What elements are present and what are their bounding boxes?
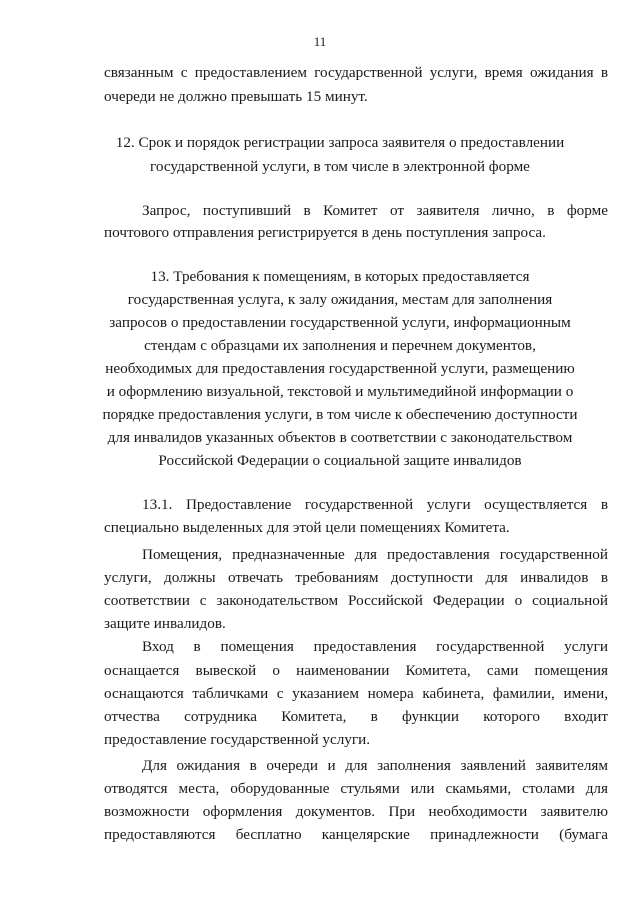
text-line: 13.1. Предоставление государственной услуги осуществляется в — [142, 496, 608, 513]
text-line: почтового отправления регистрируется в день поступления запроса. — [104, 224, 546, 241]
text-line: отводятся места, оборудованные стульями или скамьями, столами для — [104, 780, 608, 797]
section-heading: и оформлению визуальной, текстовой и мультимедийной информации о — [106, 383, 574, 400]
text-line: Вход в помещения предоставления государственной услуги — [142, 638, 608, 655]
text-line: отчества сотрудника Комитета, в функции которого входит — [104, 708, 608, 725]
text-line: предоставляются бесплатно канцелярские принадлежности (бумага — [104, 826, 608, 843]
section-heading: необходимых для предоставления государственной услуги, размещению — [105, 360, 575, 377]
text-line: предоставление государственной услуги. — [104, 731, 371, 748]
section-heading: государственной услуги, в том числе в электронной форме — [150, 158, 530, 175]
text-line: Запрос, поступивший в Комитет от заявителя лично, в форме — [142, 202, 608, 219]
text-line: услуги, должны отвечать требованиям доступности для инвалидов в — [104, 569, 608, 586]
text-line: Помещения, предназначенные для предоставления государственной — [142, 546, 608, 563]
text-line: возможности оформления документов. При необходимости заявителю — [104, 803, 608, 820]
section-heading: 13. Требования к помещениям, в которых предоставляется — [150, 268, 530, 285]
section-heading: стендам с образцами их заполнения и перечнем документов, — [144, 337, 536, 354]
section-heading: государственная услуга, к залу ожидания, местам для заполнения — [127, 291, 553, 308]
page-number: 11 — [313, 34, 327, 49]
text-line: соответствии с законодательством Российской Федерации о социальной — [104, 592, 608, 609]
text-line: очереди не должно превышать 15 минут. — [104, 88, 368, 105]
section-heading: порядке предоставления услуги, в том числе к обеспечению доступности — [102, 406, 578, 423]
text-line: специально выделенных для этой цели помещениях Комитета. — [104, 519, 510, 536]
text-line: защите инвалидов. — [104, 615, 226, 632]
text-line: Для ожидания в очереди и для заполнения заявлений заявителям — [142, 757, 608, 774]
section-heading: Российской Федерации о социальной защите инвалидов — [158, 452, 522, 469]
text-line: связанным с предоставлением государственной услуги, время ожидания в — [104, 64, 608, 81]
section-heading: для инвалидов указанных объектов в соответствии с законодательством — [107, 429, 573, 446]
section-heading: запросов о предоставлении государственной услуги, информационным — [109, 314, 571, 331]
section-heading: 12. Срок и порядок регистрации запроса заявителя о предоставлении — [115, 134, 565, 151]
text-line: оснащается вывеской о наименовании Комитета, сами помещения — [104, 662, 608, 679]
text-line: оснащаются табличками с указанием номера кабинета, фамилии, имени, — [104, 685, 608, 702]
